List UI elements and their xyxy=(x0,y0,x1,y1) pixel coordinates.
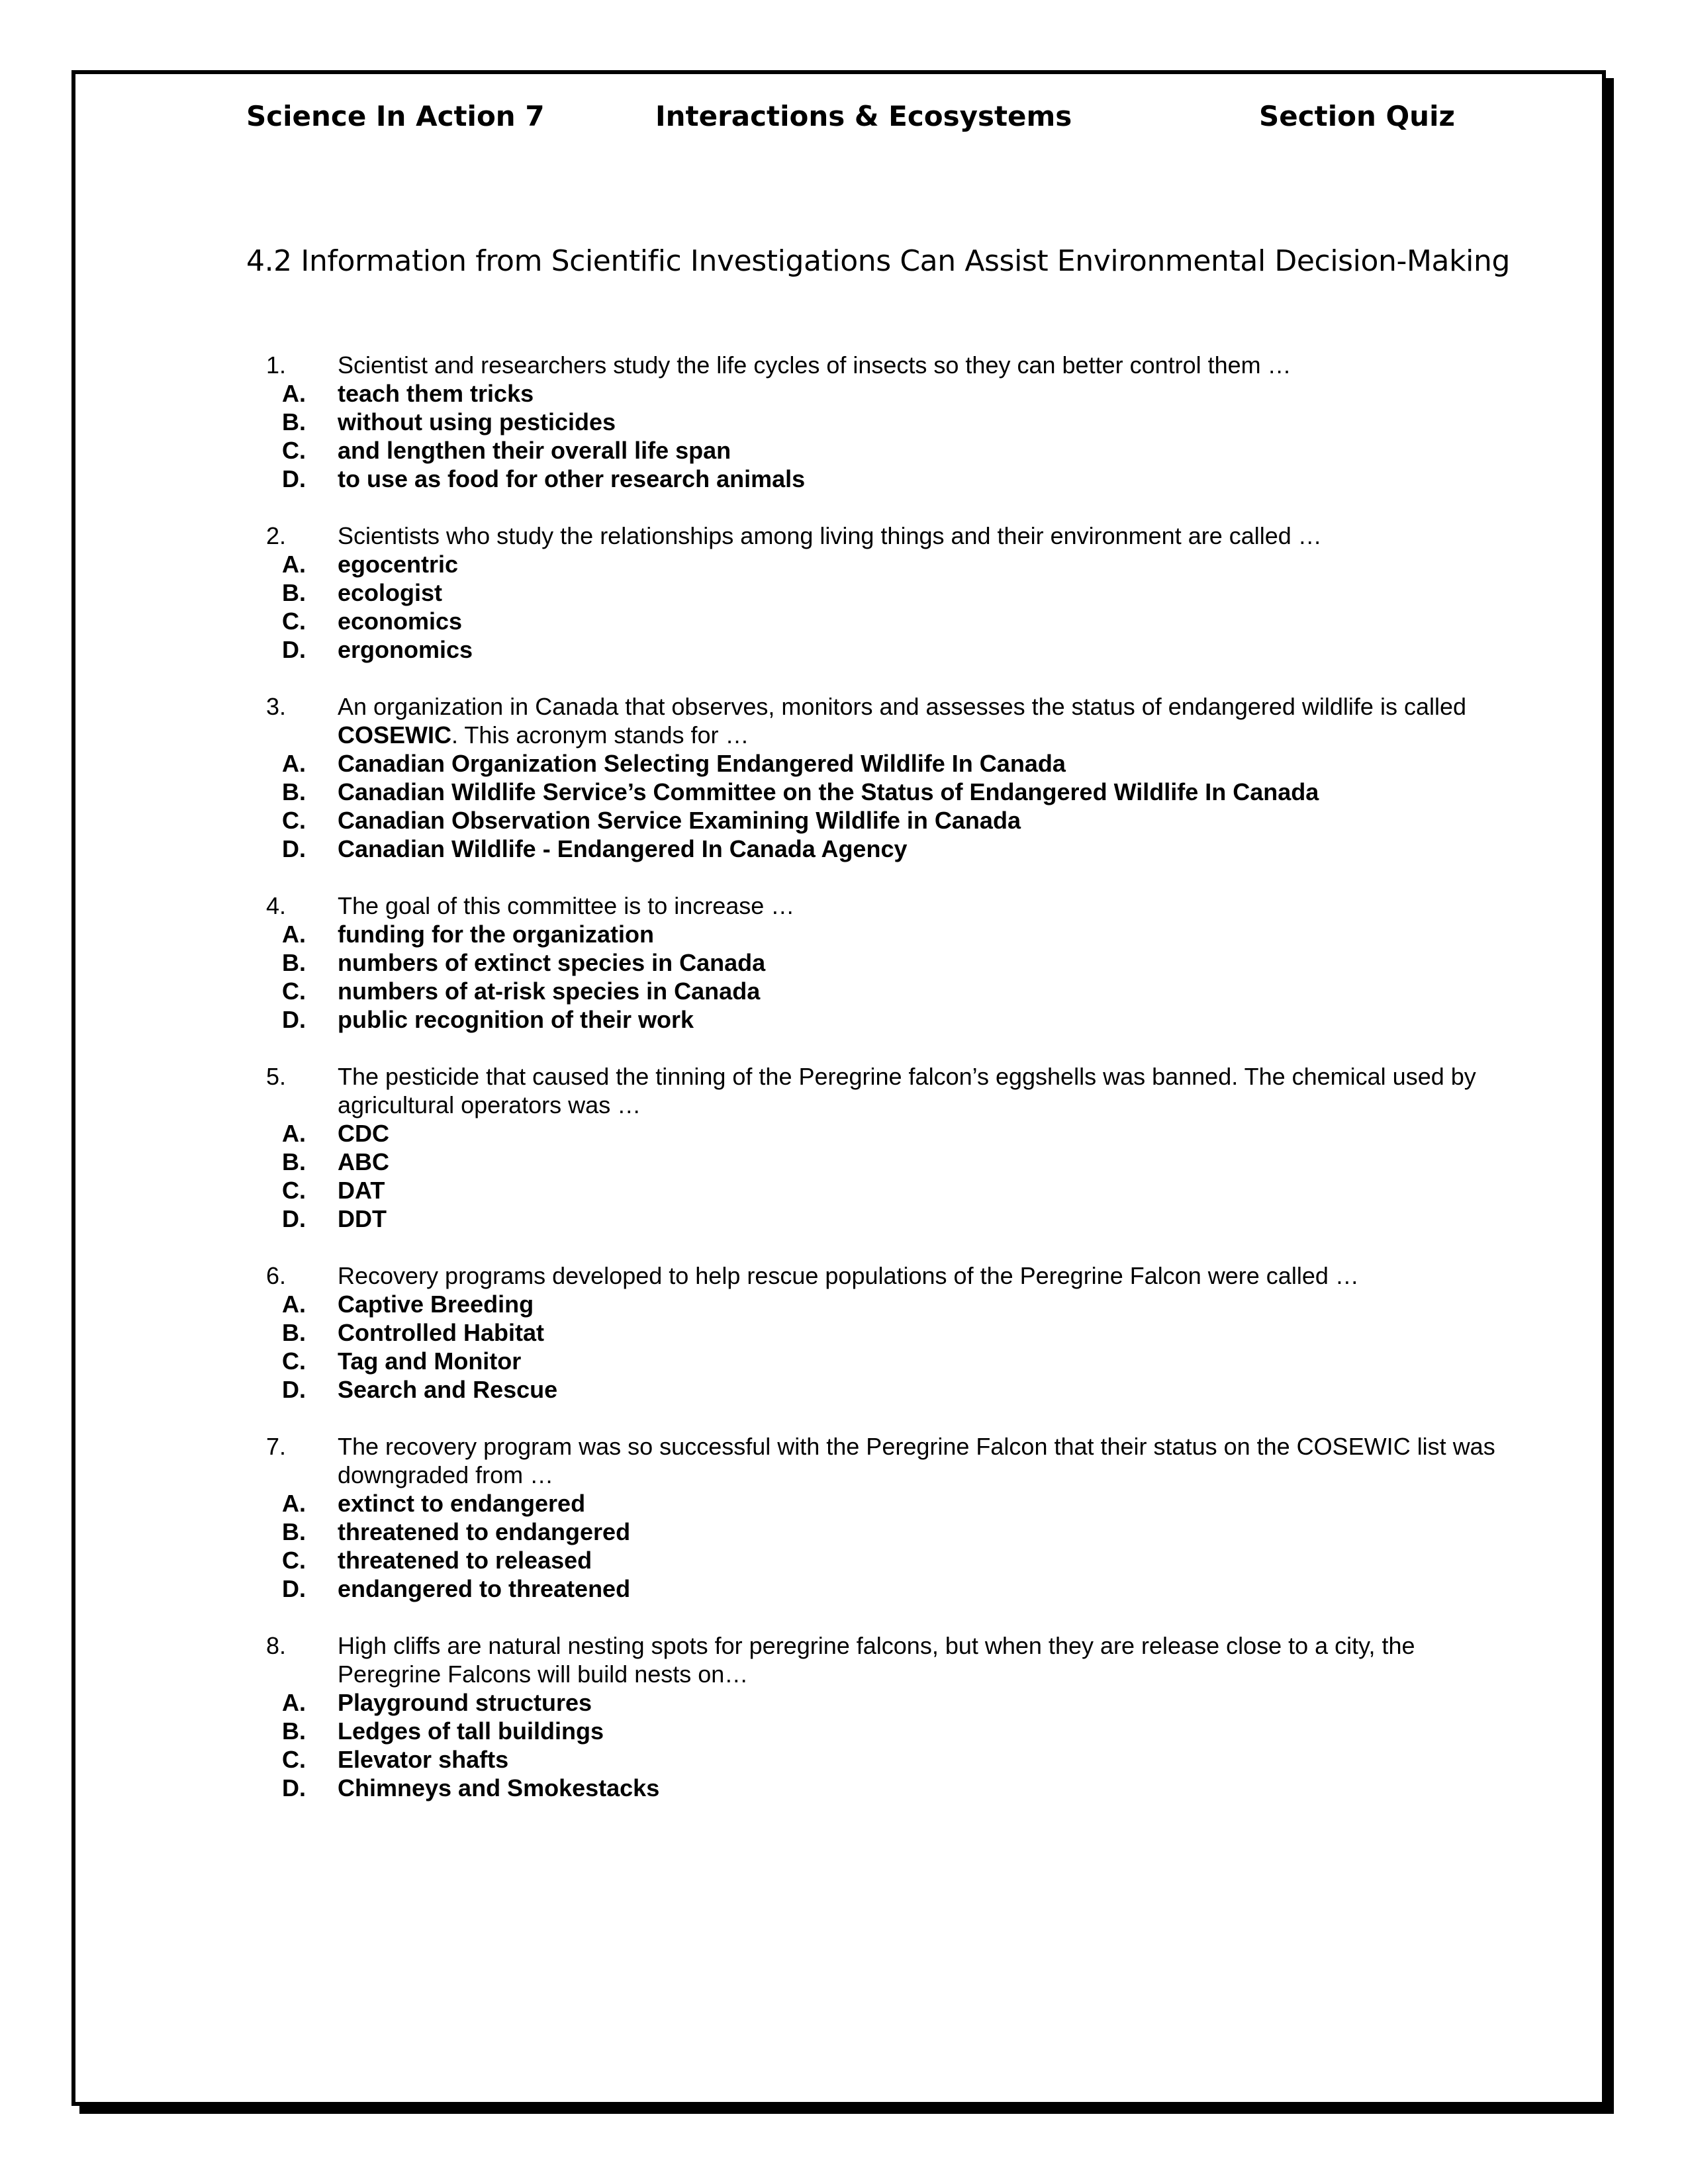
option-letter: A. xyxy=(282,1490,306,1517)
option-text: Canadian Wildlife Service’s Committee on the Status of Endangered Wildlife In Canada xyxy=(338,778,1319,805)
answer-option[interactable] xyxy=(246,1546,1504,1574)
answer-option[interactable] xyxy=(246,436,1504,465)
option-letter: B. xyxy=(282,408,306,435)
option-letter: A. xyxy=(282,921,306,948)
option-letter: D. xyxy=(282,1376,306,1403)
option-letter: D. xyxy=(282,1205,306,1232)
option-text: CDC xyxy=(338,1120,389,1147)
question-8 xyxy=(246,1631,1504,1802)
option-text: egocentric xyxy=(338,551,459,578)
question-5 xyxy=(246,1062,1504,1233)
header-course-title: Science In Action 7 xyxy=(246,100,545,132)
option-text: Canadian Organization Selecting Endangered Wildlife In Canada xyxy=(338,750,1066,777)
question-3 xyxy=(246,692,1504,863)
option-letter: A. xyxy=(282,380,306,407)
option-letter: A. xyxy=(282,750,306,777)
option-text: ABC xyxy=(338,1148,389,1175)
option-letter: A. xyxy=(282,1689,306,1716)
option-text: Playground structures xyxy=(338,1689,592,1716)
question-number: 7. xyxy=(266,1433,287,1460)
option-text: Search and Rescue xyxy=(338,1376,558,1403)
option-text: Chimneys and Smokestacks xyxy=(338,1774,660,1801)
answer-option[interactable] xyxy=(246,1489,1504,1518)
answer-option[interactable] xyxy=(246,778,1504,806)
option-letter: C. xyxy=(282,1177,306,1204)
answer-option[interactable] xyxy=(246,1774,1504,1802)
question-7 xyxy=(246,1432,1504,1603)
option-text: ecologist xyxy=(338,579,443,606)
question-1 xyxy=(246,351,1504,493)
section-title: 4.2 Information from Scientific Investigations Can Assist Environmental Decision-Making xyxy=(246,244,1511,278)
answer-option[interactable] xyxy=(246,835,1504,863)
question-number: 5. xyxy=(266,1063,287,1090)
option-letter: C. xyxy=(282,608,306,635)
question-text: Scientists who study the relationships among living things and their environment are called … xyxy=(338,522,1322,549)
option-text: DDT xyxy=(338,1205,387,1232)
answer-option[interactable] xyxy=(246,1119,1504,1148)
option-letter: C. xyxy=(282,437,306,464)
option-text: Controlled Habitat xyxy=(338,1319,544,1346)
answer-option[interactable] xyxy=(246,1176,1504,1205)
question-number: 4. xyxy=(266,892,287,919)
answer-option[interactable] xyxy=(246,465,1504,493)
answer-option[interactable] xyxy=(246,578,1504,607)
answer-option[interactable] xyxy=(246,1745,1504,1774)
question-number: 8. xyxy=(266,1632,287,1659)
option-letter: C. xyxy=(282,978,306,1005)
option-letter: B. xyxy=(282,1319,306,1346)
question-text xyxy=(338,692,1504,749)
option-letter: B. xyxy=(282,1518,306,1545)
option-text: public recognition of their work xyxy=(338,1006,694,1033)
option-text: Captive Breeding xyxy=(338,1291,534,1318)
acronym: COSEWIC xyxy=(338,721,452,749)
question-text: Scientist and researchers study the life cycles of insects so they can better control them … xyxy=(338,351,1291,379)
option-letter: A. xyxy=(282,551,306,578)
option-letter: B. xyxy=(282,949,306,976)
question-text: The goal of this committee is to increase … xyxy=(338,892,795,919)
question-list xyxy=(246,351,1504,1831)
option-letter: B. xyxy=(282,579,306,606)
answer-option[interactable] xyxy=(246,1148,1504,1176)
question-number: 1. xyxy=(266,351,287,379)
option-letter: C. xyxy=(282,1746,306,1773)
answer-option[interactable] xyxy=(246,1717,1504,1745)
option-text: Elevator shafts xyxy=(338,1746,509,1773)
option-text: threatened to released xyxy=(338,1547,592,1574)
answer-option[interactable] xyxy=(246,607,1504,635)
question-text: The pesticide that caused the tinning of the Peregrine falcon’s eggshells was banned. The chemical used by agricultural operators was … xyxy=(338,1063,1476,1118)
question-text: High cliffs are natural nesting spots for peregrine falcons, but when they are release close to a city, the Peregrine Falcons will build nests on… xyxy=(338,1632,1415,1688)
option-text: and lengthen their overall life span xyxy=(338,437,731,464)
option-text: extinct to endangered xyxy=(338,1490,586,1517)
option-text: without using pesticides xyxy=(338,408,616,435)
option-letter: D. xyxy=(282,1774,306,1801)
option-letter: D. xyxy=(282,465,306,492)
option-letter: D. xyxy=(282,636,306,663)
option-letter: C. xyxy=(282,1347,306,1375)
option-letter: D. xyxy=(282,835,306,862)
option-text: Ledges of tall buildings xyxy=(338,1717,604,1745)
option-text: to use as food for other research animals xyxy=(338,465,806,492)
option-text: funding for the organization xyxy=(338,921,654,948)
question-text: The recovery program was so successful with the Peregrine Falcon that their status on the COSEWIC list was downgraded from … xyxy=(338,1433,1495,1488)
question-4 xyxy=(246,891,1504,1034)
answer-option[interactable] xyxy=(246,948,1504,977)
option-letter: D. xyxy=(282,1575,306,1602)
option-text: Canadian Wildlife - Endangered In Canada Agency xyxy=(338,835,908,862)
header-unit-title: Interactions & Ecosystems xyxy=(655,100,1072,132)
option-text: economics xyxy=(338,608,463,635)
header-quiz-label: Section Quiz xyxy=(1259,100,1455,132)
question-6 xyxy=(246,1261,1504,1404)
question-2 xyxy=(246,522,1504,664)
option-text: teach them tricks xyxy=(338,380,534,407)
option-text: Canadian Observation Service Examining Wildlife in Canada xyxy=(338,807,1021,834)
answer-option[interactable] xyxy=(246,1688,1504,1717)
answer-option[interactable] xyxy=(246,1347,1504,1375)
option-letter: C. xyxy=(282,1547,306,1574)
answer-option[interactable] xyxy=(246,635,1504,664)
option-letter: B. xyxy=(282,1148,306,1175)
question-text-part: An organization in Canada that observes, monitors and assesses the status of endangered wildlife is called xyxy=(338,693,1467,720)
answer-option[interactable] xyxy=(246,1574,1504,1603)
option-text: endangered to threatened xyxy=(338,1575,631,1602)
answer-option[interactable] xyxy=(246,1518,1504,1546)
answer-option[interactable] xyxy=(246,408,1504,436)
answer-option[interactable] xyxy=(246,1318,1504,1347)
option-letter: A. xyxy=(282,1291,306,1318)
answer-option[interactable] xyxy=(246,379,1504,408)
answer-option[interactable] xyxy=(246,977,1504,1005)
answer-option[interactable] xyxy=(246,1290,1504,1318)
option-text: numbers of at-risk species in Canada xyxy=(338,978,761,1005)
option-letter: C. xyxy=(282,807,306,834)
option-text: ergonomics xyxy=(338,636,473,663)
option-letter: D. xyxy=(282,1006,306,1033)
question-number: 6. xyxy=(266,1262,287,1289)
option-text: numbers of extinct species in Canada xyxy=(338,949,766,976)
option-letter: A. xyxy=(282,1120,306,1147)
answer-option[interactable] xyxy=(246,749,1504,778)
option-text: DAT xyxy=(338,1177,385,1204)
option-text: Tag and Monitor xyxy=(338,1347,522,1375)
answer-option[interactable] xyxy=(246,806,1504,835)
question-number: 2. xyxy=(266,522,287,549)
question-text-part: . This acronym stands for … xyxy=(451,721,749,749)
answer-option[interactable] xyxy=(246,1375,1504,1404)
question-text: Recovery programs developed to help rescue populations of the Peregrine Falcon were called … xyxy=(338,1262,1359,1289)
answer-option[interactable] xyxy=(246,920,1504,948)
option-text: threatened to endangered xyxy=(338,1518,631,1545)
question-number: 3. xyxy=(266,693,287,720)
answer-option[interactable] xyxy=(246,550,1504,578)
answer-option[interactable] xyxy=(246,1205,1504,1233)
option-letter: B. xyxy=(282,778,306,805)
answer-option[interactable] xyxy=(246,1005,1504,1034)
option-letter: B. xyxy=(282,1717,306,1745)
